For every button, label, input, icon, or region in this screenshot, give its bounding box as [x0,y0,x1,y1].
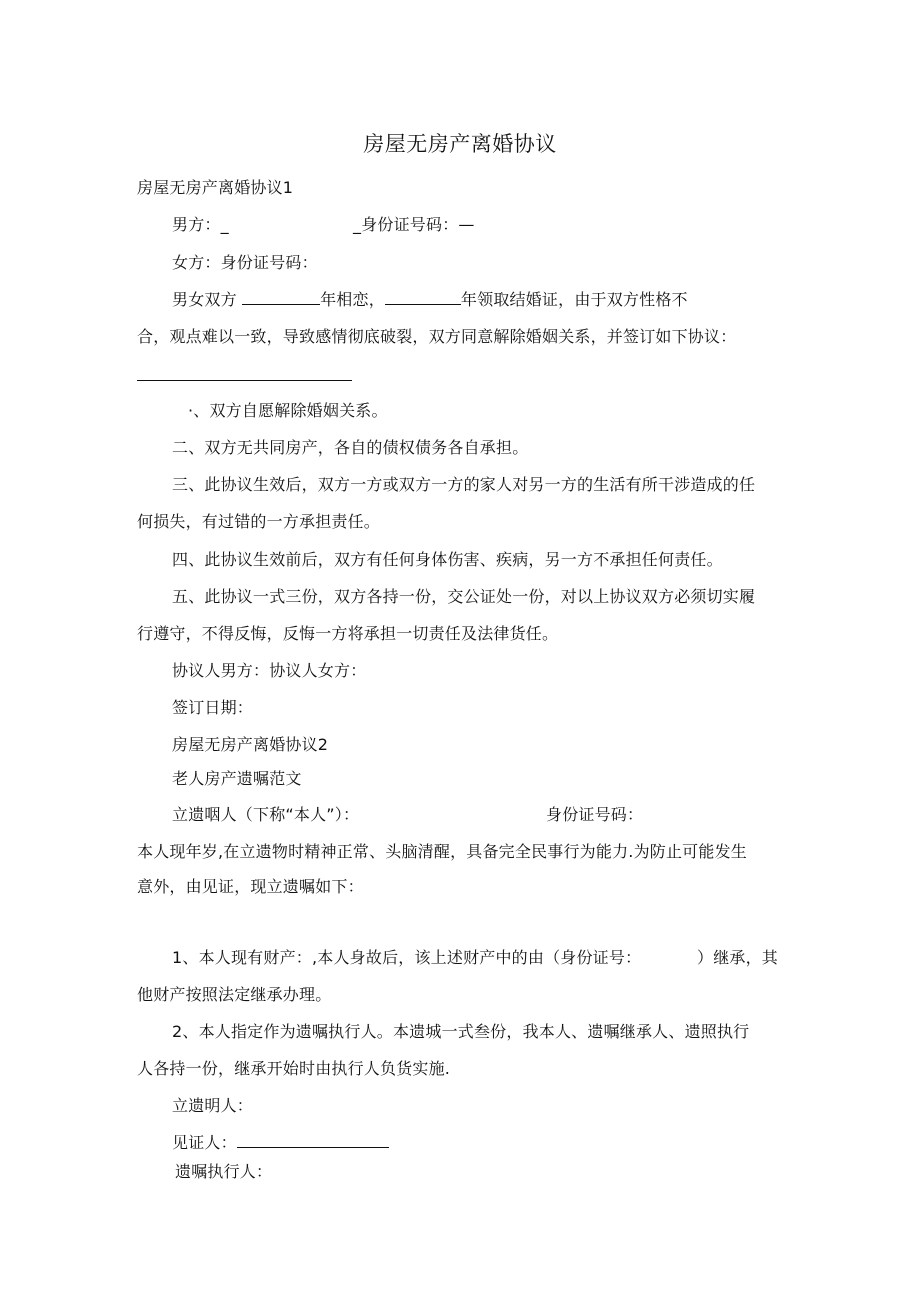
will-item2-line2: 人各持一份，继承开始时由执行人负货实施. [137,1059,451,1078]
testator-id-label: 身份证号码： [546,805,644,824]
intro-year1: 年相恋， [320,290,385,309]
will-item1-part1: 1、本人现有财产：,本人身故后，该上述财产中的由（身份证号： [172,948,642,967]
witness-label: 见证人： [172,1133,237,1152]
clause-1: ·、双方自愿解除婚姻关系。 [188,401,388,420]
agreement2-heading: 房屋无房产离婚协议2 [172,735,329,754]
will-statement-line1: 本人现年岁,在立遗物时精神正常、头脑清醒，具备完全民事行为能力.为防止可能发生 [137,842,747,861]
witness-line [172,1133,389,1153]
testator-sign: 立遗明人： [172,1096,254,1115]
clause-4: 四、此协议生效前后，双方有任何身体伤害、疾病，另一方不承担任何责任。 [172,550,723,569]
blank-year-dating [242,290,320,305]
will-item1-part2: ）继承，其 [697,948,779,967]
male-party-label: 男方：_ [172,215,229,234]
will-item1-line2: 他财产按照法定继承办理。 [137,985,332,1004]
divider-rule [137,380,352,381]
clause-5-line1: 五、此协议一式三份，双方各持一份，交公证处一份，对以上协议双方必须切实履 [172,587,756,606]
will-item2-line1: 2、本人指定作为遗嘱执行人。本遗城一式叁份，我本人、遗嘱继承人、遗照执行 [172,1022,750,1041]
male-id-number-label: _身份证号码：— [353,215,475,234]
female-party-label: 女方：身份证号码： [172,253,318,272]
will-subheading: 老人房产遗嘱范文 [172,769,302,788]
intro-line1 [172,290,688,310]
executor-label: 遗嘱执行人： [175,1162,273,1181]
sign-date: 签订日期： [172,698,254,717]
will-statement-line2: 意外，由见证，现立遗嘱如下： [137,877,364,896]
clause-2: 二、双方无共同房产，各自的债权债务各自承担。 [172,438,529,457]
document-title: 房屋无房产离婚协议 [363,132,557,156]
intro-year2: 年领取结婚证，由于双方性格不 [460,290,688,309]
signatories: 协议人男方：协议人女方： [172,661,367,680]
intro-part1: 男女双方 [172,290,237,309]
testator-label: 立遗咽人（下称“本人”）： [172,805,360,824]
agreement1-heading: 房屋无房产离婚协议1 [137,178,294,197]
clause-5-line2: 行遵守，不得反悔，反悔一方将承担一切责任及法律货任。 [137,624,559,643]
clause-3-line1: 三、此协议生效后，双方一方或双方一方的家人对另一方的生活有所干涉造成的任 [172,475,756,494]
blank-year-married [385,290,461,305]
clause-3-line2: 何损失，有过错的一方承担责任。 [137,512,381,531]
intro-line2: 合，观点难以一致，导致感情彻底破裂，双方同意解除婚姻关系，并签订如下协议： [137,327,737,346]
blank-witness [237,1133,389,1148]
